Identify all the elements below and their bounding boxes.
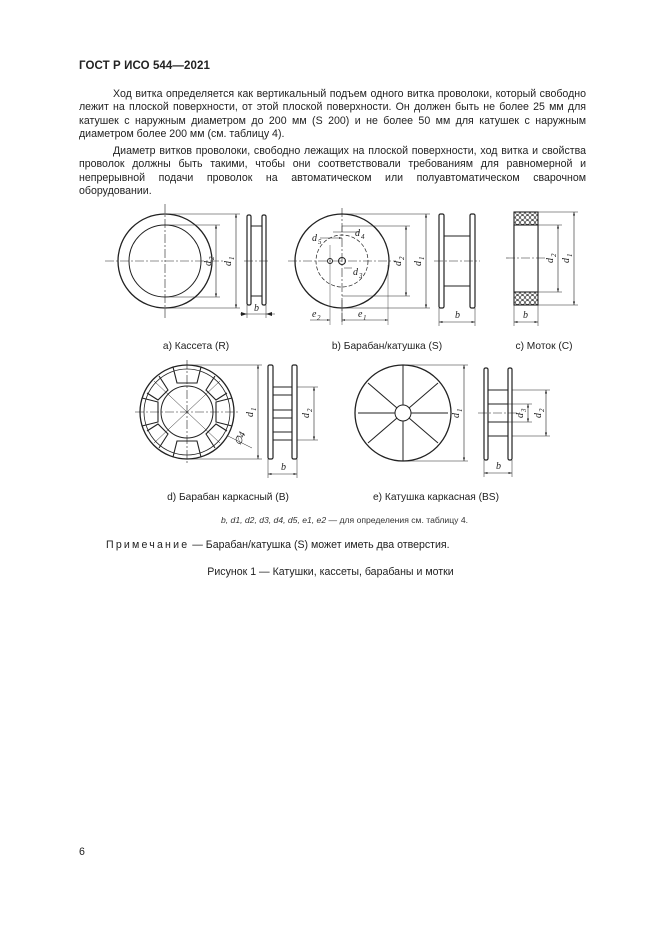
drawing-drum-side [434, 214, 480, 326]
legend-text: — для определения см. таблицу 4. [326, 515, 468, 525]
svg-text:e: e [358, 309, 363, 320]
svg-text:d: d [413, 261, 424, 266]
label-a-b: b [254, 303, 259, 314]
label-c-b: b [523, 310, 528, 321]
svg-text:2: 2 [317, 314, 321, 322]
caption-wire-basket: d) Барабан каркасный (B) [167, 492, 289, 503]
label-b-d3 [353, 267, 363, 280]
figure-note [106, 539, 450, 551]
page-number: 6 [79, 846, 85, 858]
label-d-d4 [233, 430, 249, 447]
svg-text:d: d [515, 413, 526, 418]
svg-text:d: d [393, 261, 404, 266]
svg-text:3: 3 [520, 408, 528, 412]
svg-text:1: 1 [418, 256, 426, 260]
label-a-d1 [223, 257, 236, 267]
svg-text:2: 2 [398, 256, 406, 260]
caption-wire-spool: e) Катушка каркасная (BS) [373, 492, 499, 503]
label-e-d1 [451, 409, 464, 419]
label-b-d1 [413, 257, 426, 267]
legend-symbols: b, d1, d2, d3, d4, d5, e1, e2 [221, 515, 327, 525]
svg-text:d: d [203, 261, 214, 266]
drawing-wire-spool-front [355, 365, 468, 461]
label-e-d2 [533, 408, 546, 418]
figure-legend [221, 515, 468, 525]
svg-text:5: 5 [318, 238, 322, 246]
label-b-d5 [312, 233, 322, 246]
svg-text:d: d [301, 413, 312, 418]
label-b-e2 [312, 309, 321, 322]
label-e-b: b [496, 461, 501, 472]
svg-text:1: 1 [456, 408, 464, 412]
label-d-b: b [281, 462, 286, 473]
svg-text:d: d [223, 261, 234, 266]
svg-text:1: 1 [228, 256, 236, 260]
paragraph-winding-diameter: Диаметр витков проволоки, свободно лежащих на плоской поверхности, ход витка и свойства проволок должны быть такими, чтобы они соответствовали требованиям для равномерной и непрерывной подачи проволок на автоматическом или полуавтоматическом сварочном оборудовании. [79, 145, 586, 197]
drawing-coil [506, 212, 578, 326]
svg-text:1: 1 [250, 407, 258, 411]
label-b-d4 [355, 228, 365, 241]
svg-text:d: d [312, 233, 317, 244]
caption-coil: c) Моток (C) [515, 341, 573, 352]
label-c-d1 [561, 254, 574, 264]
drawing-cassette-side [240, 215, 275, 318]
svg-text:d: d [451, 413, 462, 418]
svg-text:d: d [561, 258, 572, 263]
svg-text:d: d [353, 267, 358, 278]
label-e-d3 [515, 408, 528, 418]
svg-text:1: 1 [363, 314, 367, 322]
svg-text:d: d [355, 228, 360, 239]
note-label: Примечание [106, 539, 190, 551]
label-b-d2 [393, 256, 406, 266]
label-b-b: b [455, 310, 460, 321]
svg-text:d: d [545, 258, 556, 263]
drawing-wire-spool-side [478, 368, 550, 477]
figure-title: Рисунок 1 — Катушки, кассеты, барабаны и мотки [207, 566, 454, 578]
svg-text:d: d [245, 412, 256, 417]
drawing-wire-basket-side [268, 365, 318, 478]
label-c-d2 [545, 253, 558, 263]
drawing-drum-front [288, 208, 430, 325]
label-b-e1 [358, 309, 367, 322]
svg-text:1: 1 [566, 253, 574, 257]
document-code-header: ГОСТ Р ИСО 544—2021 [79, 60, 211, 72]
note-text: — Барабан/катушка (S) может иметь два отверстия. [189, 539, 450, 551]
svg-text:3: 3 [359, 272, 363, 280]
svg-text:2: 2 [208, 256, 216, 260]
svg-text:2: 2 [550, 253, 558, 257]
svg-text:∅4: ∅4 [232, 430, 249, 448]
svg-text:2: 2 [538, 408, 546, 412]
caption-cassette: a) Кассета (R) [162, 341, 230, 352]
label-d-d1 [245, 408, 258, 418]
drawing-wire-basket-front [135, 360, 262, 465]
drawing-cassette-front [105, 204, 240, 318]
label-d-d2 [301, 408, 314, 418]
caption-drum-spool: b) Барабан/катушка (S) [331, 341, 443, 352]
svg-text:4: 4 [361, 233, 365, 241]
svg-text:e: e [312, 309, 317, 320]
svg-text:d: d [533, 413, 544, 418]
label-a-d2 [203, 256, 216, 266]
svg-text:2: 2 [306, 408, 314, 412]
paragraph-winding-pitch: Ход витка определяется как вертикальный подъем одного витка проволоки, который свободно лежит на плоской поверхности, от этой плоской поверхности. Он должен быть не более 25 мм для катушек с наружным диаметром до 200 мм (S 200) и не более 50 мм для катушек с наружным диаметром более 200 мм (см. таблицу 4). [79, 88, 586, 140]
